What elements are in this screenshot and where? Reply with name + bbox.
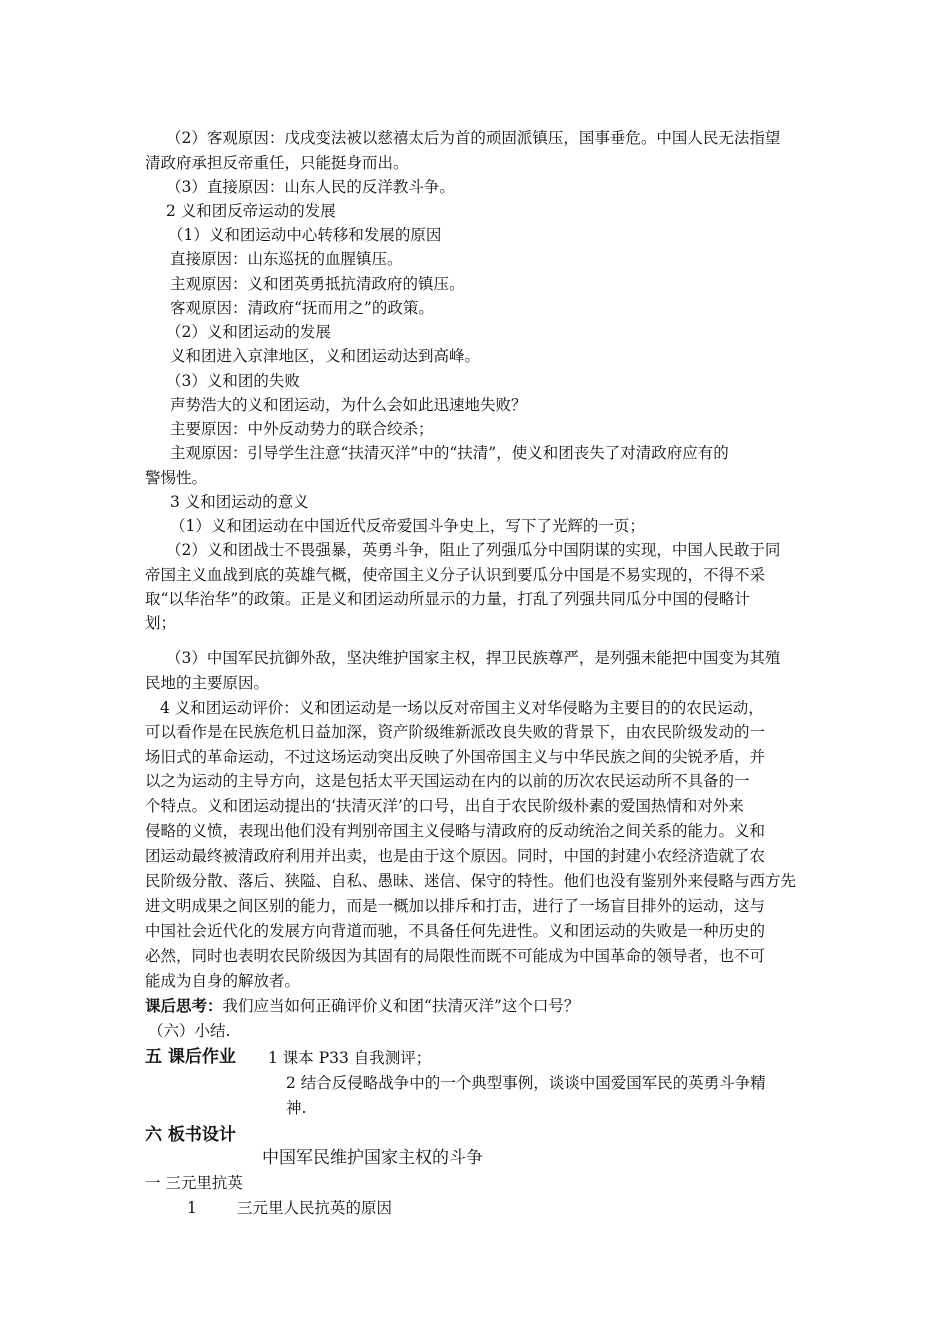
section-heading: 2 义和团反帝运动的发展 [166,202,336,220]
text-line: 团运动最终被清政府利用并出卖，也是由于这个原因。同时，中国的封建小农经济造就了农 [145,847,766,865]
text-line: 必然，同时也表明农民阶级因为其固有的局限性而既不可能成为中国革命的领导者，也不可 [145,947,766,965]
text-line: 客观原因：清政府“抚而用之”的政策。 [170,299,434,317]
text-line: 能成为自身的解放者。 [145,972,301,990]
board-heading: 六 板书设计 [145,1125,236,1145]
text-line: 4 义和团运动评价：义和团运动是一场以反对帝国主义对华侵略为主要目的的农民运动， [160,699,764,717]
board-sub-number: 1 [187,1199,197,1217]
text-line: 进文明成果之间区别的能力，而是一概加以排斥和打击，进行了一场盲目排外的运动，这与 [145,897,766,915]
text-line: （3）义和团的失败 [166,372,300,390]
text-line: （2）义和团战士不畏强暴，英勇斗争，阻止了列强瓜分中国阴谋的实现，中国人民敢于同 [166,541,781,559]
text-line: 警惕性。 [145,469,208,487]
text-line: 帝国主义血战到底的英雄气概，使帝国主义分子认识到要瓜分中国是不易实现的，不得不采 [145,566,766,584]
homework-item: 1 课本 P33 自我测评； [268,1049,432,1067]
text-line: （2）义和团运动的发展 [166,323,331,341]
text-line: 义和团进入京津地区，义和团运动达到高峰。 [170,347,481,365]
text-line: 民阶级分散、落后、狭隘、自私、愚昧、迷信、保守的特性。他们也没有鉴别外来侵略与西方先 [145,872,797,890]
text-line: （3）中国军民抗御外敌，坚决维护国家主权，捍卫民族尊严，是列强未能把中国变为其殖 [166,649,781,667]
after-class-label: 课后思考： [145,996,223,1015]
text-line: 主要原因：中外反动势力的联合绞杀； [170,420,434,438]
text-line: 以之为运动的主导方向，这是包括太平天国运动在内的以前的历次农民运动所不具备的一 [145,772,750,790]
board-section: 一 三元里抗英 [145,1174,243,1192]
summary-line: （六）小结. [148,1022,231,1040]
text-line: 民地的主要原因。 [145,674,270,692]
homework-item: 神. [286,1099,307,1117]
text-line: （2）客观原因：戊戌变法被以慈禧太后为首的顽固派镇压，国事垂危。中国人民无法指望 [166,129,781,147]
text-line: 个特点。义和团运动提出的‘扶清灭洋’的口号，出自于农民阶级朴素的爱国热情和对外来 [145,797,744,815]
text-line: 划； [145,614,177,632]
board-sub-text: 三元里人民抗英的原因 [237,1199,393,1217]
text-line: 取“以华治华”的政策。正是义和团运动所显示的力量，打乱了列强共同瓜分中国的侵略计 [145,590,750,608]
text-line: （3）直接原因：山东人民的反洋教斗争。 [166,178,455,196]
text-line: 清政府承担反帝重任，只能挺身而出。 [145,154,409,172]
text-line: 主观原因：义和团英勇抵抗清政府的镇压。 [170,275,465,293]
text-line: （1）义和团运动在中国近代反帝爱国斗争史上，写下了光辉的一页； [170,517,645,535]
after-class-question [145,995,579,1017]
text-line: 直接原因：山东巡抚的血腥镇压。 [170,250,403,268]
homework-item: 2 结合反侵略战争中的一个典型事例，谈谈中国爱国军民的英勇斗争精 [286,1074,766,1092]
after-class-text: 我们应当如何正确评价义和团“扶清灭洋”这个口号？ [222,997,580,1015]
text-line: （1）义和团运动中心转移和发展的原因 [168,226,442,244]
text-line: 声势浩大的义和团运动，为什么会如此迅速地失败？ [170,396,527,414]
board-title: 中国军民维护国家主权的斗争 [262,1148,483,1168]
text-line: 中国社会近代化的发展方向背道而驰，不具备任何先进性。义和团运动的失败是一种历史的 [145,922,766,940]
section-heading: 3 义和团运动的意义 [170,493,309,511]
homework-heading: 五 课后作业 [145,1047,236,1067]
text-line: 场旧式的革命运动，不过这场运动突出反映了外国帝国主义与中华民族之间的尖锐矛盾，并 [145,748,766,766]
text-line: 可以看作是在民族危机日益加深，资产阶级维新派改良失败的背景下，由农民阶级发动的一 [145,723,766,741]
text-line: 侵略的义愤，表现出他们没有判别帝国主义侵略与清政府的反动统治之间关系的能力。义和 [145,822,766,840]
text-line: 主观原因：引导学生注意“扶清灭洋”中的“扶清”，使义和团丧失了对清政府应有的 [170,444,729,462]
